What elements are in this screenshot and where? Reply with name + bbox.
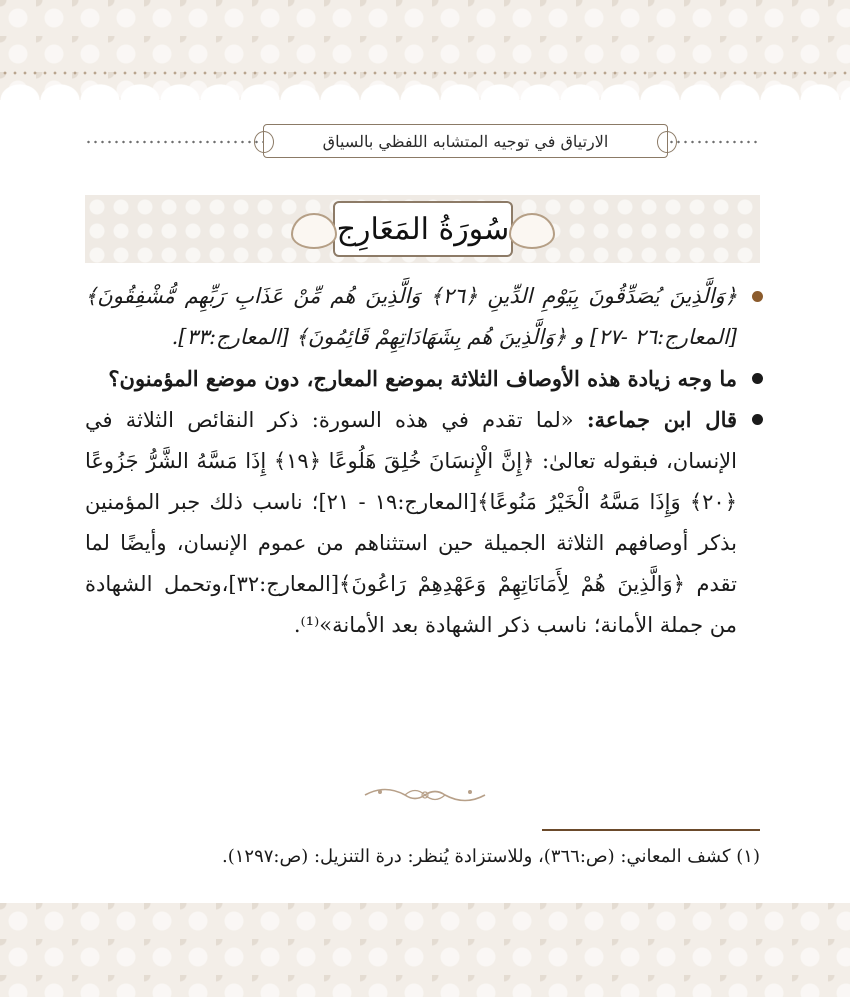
- surah-title-band: [85, 195, 760, 263]
- question-text: ما وجه زيادة هذه الأوصاف الثلاثة بموضع المعارج، دون موضع المؤمنون؟: [108, 366, 737, 391]
- bullet-icon: [752, 373, 763, 384]
- running-header: [85, 124, 760, 158]
- verse-text: ﴿وَالَّذِينَ يُصَدِّقُونَ بِيَوْمِ الدِّينِ ﴿٢٦﴾ وَالَّذِينَ هُم مِّنْ عَذَابِ رَبِّهِم مُّشْفِقُونَ﴾[المعارج:٢٦ -٢٧] و ﴿وَالَّذِينَ هُم بِشَهَادَاتِهِمْ قَائِمُونَ﴾ [المعارج:٣٣].: [85, 284, 737, 349]
- ornament-right-icon: [509, 213, 555, 249]
- answer-lead: قال ابن جماعة:: [586, 407, 738, 432]
- answer-text: «لما تقدم في هذه السورة: ذكر النقائص الثلاثة في الإنسان، فبقوله تعالىٰ: ﴿إِنَّ الْإِنسَانَ خُلِقَ هَلُوعًا ﴿١٩﴾ إِذَا مَسَّهُ الشَّرُّ جَزُوعًا ﴿٢٠﴾ وَإِذَا مَسَّهُ الْخَيْرُ مَنُوعًا﴾[المعارج:١٩ - ٢١]؛ ناسب ذلك جبر المؤمنين بذكر أوصافهم الثلاثة الجميلة حين استثناهم من عموم الإنسان، وأيضًا لما تقدم ﴿وَالَّذِينَ هُمْ لِأَمَانَاتِهِمْ وَعَهْدِهِمْ رَاعُونَ﴾[المعارج:٣٢]،وتحمل الشهادة من جملة الأمانة؛ ناسب ذكر الشهادة بعد الأمانة»⁽¹⁾.: [85, 408, 738, 637]
- surah-title-cartouche: [333, 201, 513, 257]
- section-divider-ornament-icon: [360, 780, 490, 810]
- ornament-left-icon: [291, 213, 337, 249]
- bottom-border-pattern: [0, 903, 850, 997]
- dotted-border: [0, 70, 850, 76]
- surah-title: سُورَةُ المَعَارِج: [336, 211, 510, 247]
- header-dotted-line-left: [85, 140, 263, 144]
- header-dotted-line-right: [668, 140, 760, 144]
- bullet-icon: [752, 291, 763, 302]
- main-text: [85, 276, 763, 646]
- footnote: (١) كشف المعاني: (ص:٣٦٦)، وللاستزادة يُنظر: درة التنزيل: (ص:١٢٩٧).: [221, 846, 760, 867]
- paragraph-answer: [85, 399, 763, 646]
- footnote-rule: [542, 829, 760, 831]
- header-title-box: [263, 124, 668, 158]
- bullet-icon: [752, 414, 763, 425]
- running-head-title: الارتياق في توجيه المتشابه اللفظي بالسياق: [322, 131, 609, 151]
- top-border-pattern: [0, 0, 850, 100]
- paragraph-verses: [85, 276, 763, 358]
- paragraph-question: [85, 358, 763, 399]
- scallop-edge: [0, 52, 850, 100]
